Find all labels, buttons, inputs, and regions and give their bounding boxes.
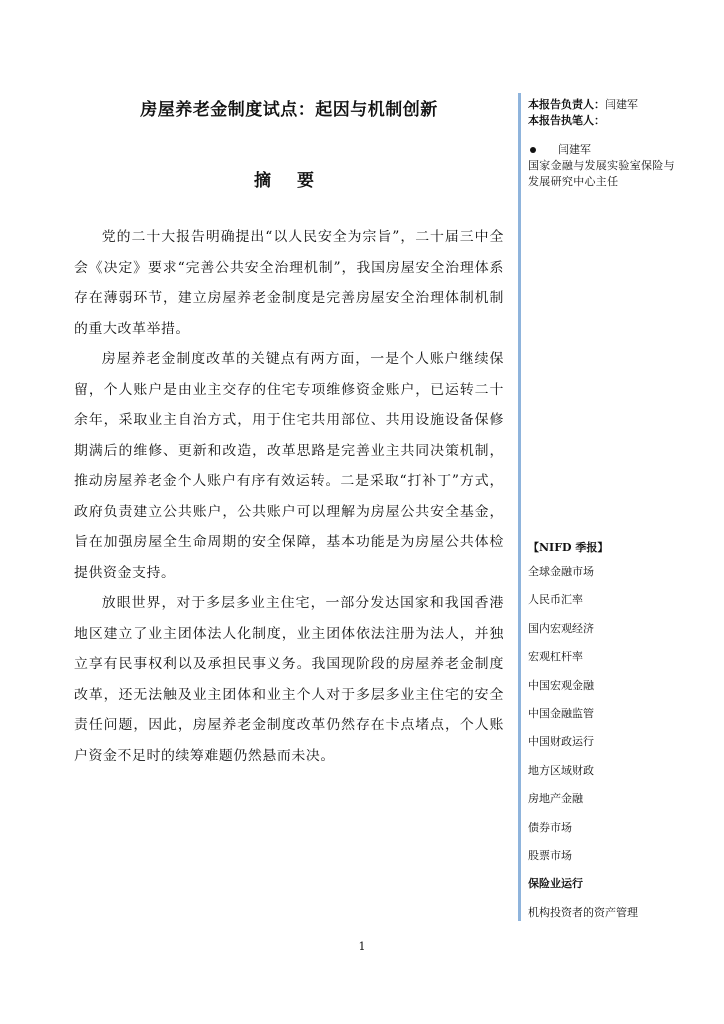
nifd-quarterly-heading: 【NIFD 季报】 bbox=[528, 541, 609, 554]
report-owner bbox=[528, 97, 678, 113]
nifd-list-item-current[interactable]: 保险业运行 bbox=[528, 877, 583, 891]
nifd-list-item[interactable]: 债券市场 bbox=[528, 820, 572, 834]
nifd-list-item[interactable]: 中国财政运行 bbox=[528, 735, 594, 749]
main-content bbox=[74, 95, 504, 771]
nifd-list-item[interactable]: 房地产金融 bbox=[528, 792, 583, 806]
nifd-list-item[interactable]: 国内宏观经济 bbox=[528, 621, 594, 635]
abstract-paragraph: 党的二十大报告明确提出“以人民安全为宗旨”，二十届三中全会《决定》要求“完善公共安全治理机制”，我国房屋安全治理体系存在薄弱环节，建立房屋养老金制度是完善房屋安全治理体制机制的重大改革举措。 bbox=[74, 229, 504, 337]
writer-entry bbox=[528, 142, 678, 158]
report-writer-name: 闫建军 bbox=[558, 143, 591, 156]
report-owner-name: 闫建军 bbox=[605, 98, 638, 111]
abstract-body bbox=[74, 222, 504, 771]
writer-affiliation: 国家金融与发展实验室保险与发展研究中心主任 bbox=[528, 159, 675, 188]
abstract-paragraph: 房屋养老金制度改革的关键点有两方面，一是个人账户继续保留，个人账户是由业主交存的住宅专项维修资金账户，已运转二十余年，采取业主自治方式，用于住宅共用部位、共用设施设备保修期满后的维修、更新和改造，改革思路是完善业主共同决策机制，推动房屋养老金个人账户有序有效运转。二是采取“打补丁”方式，政府负责建立公共账户，公共账户可以理解为房屋公共安全基金，旨在加强房屋全生命周期的安全保障，基本功能是为房屋公共体检提供资金支持。 bbox=[74, 351, 504, 581]
nifd-list-item[interactable]: 中国宏观金融 bbox=[528, 678, 594, 692]
sidebar bbox=[528, 97, 678, 919]
report-title: 房屋养老金制度试点：起因与机制创新 bbox=[140, 100, 438, 120]
nifd-list-item[interactable]: 股票市场 bbox=[528, 848, 572, 862]
nifd-quarterly-list bbox=[528, 564, 638, 933]
nifd-list-item[interactable]: 宏观杠杆率 bbox=[528, 650, 583, 664]
sidebar-divider bbox=[518, 93, 521, 921]
abstract-paragraph: 放眼世界，对于多层多业主住宅，一部分发达国家和我国香港地区建立了业主团体法人化制度，业主团体依法注册为法人，并独立享有民事权利以及承担民事义务。我国现阶段的房屋养老金制度改革，还无法触及业主团体和业主个人对于多层多业主住宅的安全责任问题，因此，房屋养老金制度改革仍然存在卡点堵点，个人账户资金不足时的续筹难题仍然悬而未决。 bbox=[74, 595, 504, 764]
nifd-list-item[interactable]: 中国金融监管 bbox=[528, 706, 594, 720]
page-number: 1 bbox=[358, 940, 366, 953]
nifd-list-item[interactable]: 全球金融市场 bbox=[528, 565, 594, 578]
nifd-list-item[interactable]: 地方区域财政 bbox=[528, 763, 594, 777]
nifd-list-item[interactable]: 机构投资者的资产管理 bbox=[528, 905, 638, 919]
bullet-icon bbox=[530, 147, 536, 153]
report-writer-label: 本报告执笔人： bbox=[528, 114, 605, 127]
abstract-heading: 摘 要 bbox=[254, 171, 324, 191]
nifd-list-item[interactable]: 人民币汇率 bbox=[528, 593, 583, 607]
report-owner-label: 本报告负责人： bbox=[528, 98, 605, 111]
